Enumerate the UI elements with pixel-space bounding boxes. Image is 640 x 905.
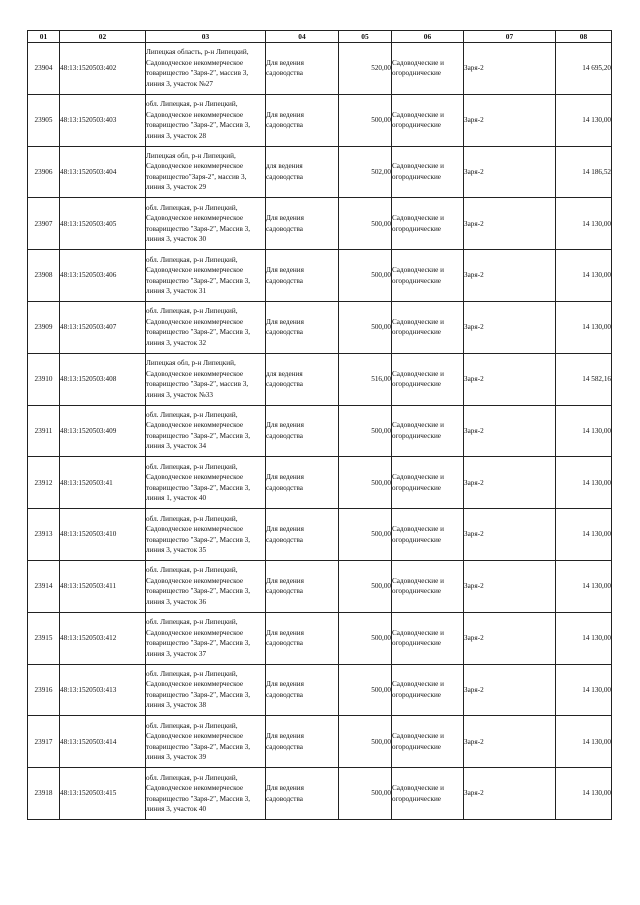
cadastral-number: 48:13:1520503:414 bbox=[60, 737, 117, 746]
address-cell bbox=[146, 612, 266, 664]
column-header: 03 bbox=[146, 31, 266, 43]
cadastral-number-cell bbox=[60, 250, 146, 302]
area: 500,00 bbox=[371, 633, 391, 642]
area-cell bbox=[339, 509, 392, 561]
permitted-use-cell bbox=[266, 405, 339, 457]
row-number-cell bbox=[28, 509, 60, 561]
permitted-use-cell bbox=[266, 353, 339, 405]
permitted-use: Для ведения садоводства bbox=[266, 317, 304, 337]
cadastral-number: 48:13:1520503:411 bbox=[60, 582, 117, 591]
permitted-use-cell bbox=[266, 664, 339, 716]
column-header: 07 bbox=[464, 31, 556, 43]
cadastral-number: 48:13:1520503:407 bbox=[60, 323, 117, 332]
cadastral-value: 14 130,00 bbox=[582, 789, 611, 798]
area-cell bbox=[339, 664, 392, 716]
land-category-cell bbox=[392, 146, 464, 198]
land-category-cell bbox=[392, 94, 464, 146]
land-category: Садоводческие и огороднические bbox=[392, 369, 444, 389]
land-category-cell bbox=[392, 198, 464, 250]
cadastral-number-cell bbox=[60, 353, 146, 405]
land-category-cell bbox=[392, 612, 464, 664]
land-category: Садоводческие и огороднические bbox=[392, 525, 444, 544]
permitted-use: Для ведения садоводства bbox=[266, 628, 304, 648]
header-row bbox=[28, 31, 612, 43]
cadastral-number: 48:13:1520503:402 bbox=[60, 64, 117, 73]
address: обл. Липецкая, р-н Липецкий, Садоводческое некоммерческое товарищество "Заря-2", Массив 3, линия 3, участок 30 bbox=[146, 203, 251, 244]
cadastral-value: 14 130,00 bbox=[582, 582, 611, 591]
table-row bbox=[28, 146, 612, 198]
locality-cell bbox=[464, 716, 556, 768]
locality: Заря-2 bbox=[464, 219, 484, 228]
row-number-cell bbox=[28, 146, 60, 198]
area-cell bbox=[339, 198, 392, 250]
cadastral-value: 14 130,00 bbox=[582, 426, 611, 435]
locality: Заря-2 bbox=[464, 115, 484, 124]
cadastral-value-cell bbox=[556, 716, 612, 768]
permitted-use-cell bbox=[266, 301, 339, 353]
cadastral-number-cell bbox=[60, 94, 146, 146]
address: обл. Липецкая, р-н Липецкий, Садоводческое некоммерческое товарищество "Заря-2", Массив 3, линия 1, участок 40 bbox=[146, 462, 251, 503]
cadastral-value: 14 130,00 bbox=[582, 530, 611, 539]
locality: Заря-2 bbox=[464, 789, 484, 798]
area-cell bbox=[339, 457, 392, 509]
table-row bbox=[28, 457, 612, 509]
area: 500,00 bbox=[371, 115, 391, 124]
permitted-use-cell bbox=[266, 250, 339, 302]
cadastral-number: 48:13:1520503:405 bbox=[60, 219, 117, 228]
permitted-use: Для ведения садоводства bbox=[266, 576, 304, 596]
address: обл. Липецкая, р-н Липецкий, Садоводческое некоммерческое товарищество "Заря-2", Массив 3, линия 3, участок 40 bbox=[146, 773, 251, 814]
row-number-cell bbox=[28, 560, 60, 612]
land-category: Садоводческие и огороднические bbox=[392, 214, 444, 233]
cadastral-value: 14 130,00 bbox=[582, 685, 611, 694]
cadastral-value-cell bbox=[556, 146, 612, 198]
column-header: 02 bbox=[60, 31, 146, 43]
land-category-cell bbox=[392, 43, 464, 95]
row-number-cell bbox=[28, 768, 60, 820]
permitted-use-cell bbox=[266, 509, 339, 561]
cadastral-value-cell bbox=[556, 768, 612, 820]
row-number-cell bbox=[28, 457, 60, 509]
area-cell bbox=[339, 768, 392, 820]
area: 500,00 bbox=[371, 426, 391, 435]
cadastral-number-cell bbox=[60, 301, 146, 353]
area: 500,00 bbox=[371, 582, 391, 591]
locality: Заря-2 bbox=[464, 685, 484, 694]
land-category-cell bbox=[392, 716, 464, 768]
row-number: 23918 bbox=[34, 789, 53, 798]
row-number: 23909 bbox=[34, 323, 53, 332]
cadastral-value-cell bbox=[556, 560, 612, 612]
address-cell bbox=[146, 664, 266, 716]
land-category-cell bbox=[392, 457, 464, 509]
column-header: 06 bbox=[392, 31, 464, 43]
area-cell bbox=[339, 353, 392, 405]
address-cell bbox=[146, 94, 266, 146]
address: Липецкая обл, р-н Липецкий, Садоводческое некоммерческое товарищество"Заря-2", массив 3, линия 3, участок 29 bbox=[146, 151, 247, 192]
land-category: Садоводческие и огороднические bbox=[392, 732, 444, 751]
land-category-cell bbox=[392, 250, 464, 302]
table-row bbox=[28, 716, 612, 768]
address-cell bbox=[146, 457, 266, 509]
locality-cell bbox=[464, 457, 556, 509]
column-header: 05 bbox=[339, 31, 392, 43]
table-row bbox=[28, 198, 612, 250]
address: обл. Липецкая, р-н Липецкий, Садоводческое некоммерческое товарищество "Заря-2", Массив 3, линия 3, участок 38 bbox=[146, 669, 251, 710]
land-category: Садоводческие и огороднические bbox=[392, 784, 444, 803]
cadastral-value: 14 130,00 bbox=[582, 271, 611, 280]
cadastral-value-cell bbox=[556, 612, 612, 664]
table-row bbox=[28, 250, 612, 302]
land-category-cell bbox=[392, 301, 464, 353]
cadastral-value: 14 130,00 bbox=[582, 737, 611, 746]
locality-cell bbox=[464, 146, 556, 198]
address-cell bbox=[146, 509, 266, 561]
permitted-use-cell bbox=[266, 768, 339, 820]
permitted-use-cell bbox=[266, 94, 339, 146]
permitted-use: Для ведения садоводства bbox=[266, 110, 304, 130]
cadastral-number-cell bbox=[60, 560, 146, 612]
area: 516,00 bbox=[371, 374, 391, 383]
locality-cell bbox=[464, 198, 556, 250]
land-category: Садоводческие и огороднические bbox=[392, 680, 444, 699]
row-number-cell bbox=[28, 405, 60, 457]
permitted-use-cell bbox=[266, 146, 339, 198]
area: 500,00 bbox=[371, 737, 391, 746]
row-number-cell bbox=[28, 664, 60, 716]
row-number: 23904 bbox=[34, 64, 53, 73]
cadastral-value-cell bbox=[556, 664, 612, 716]
cadastral-number: 48:13:1520503:41 bbox=[60, 478, 113, 487]
cadastral-number-cell bbox=[60, 405, 146, 457]
address: обл. Липецкая, р-н Липецкий, Садоводческое некоммерческое товарищество "Заря-2", Массив 3, линия 3, участок 34 bbox=[146, 410, 251, 451]
locality: Заря-2 bbox=[464, 478, 484, 487]
row-number: 23906 bbox=[34, 167, 53, 176]
address: обл. Липецкая, р-н Липецкий, Садоводческое некоммерческое товарищество "Заря-2", Массив 3, линия 3, участок 28 bbox=[146, 100, 251, 140]
address: обл. Липецкая, р-н Липецкий, Садоводческое некоммерческое товарищество "Заря-2", Массив 3, линия 3, участок 36 bbox=[146, 566, 251, 606]
cadastral-number: 48:13:1520503:410 bbox=[60, 530, 117, 539]
address-cell bbox=[146, 560, 266, 612]
row-number: 23917 bbox=[34, 737, 53, 746]
cadastral-number: 48:13:1520503:409 bbox=[60, 426, 117, 435]
row-number-cell bbox=[28, 43, 60, 95]
land-category: Садоводческие и огороднические bbox=[392, 628, 444, 648]
area: 500,00 bbox=[371, 685, 391, 694]
cadastral-value: 14 130,00 bbox=[582, 219, 611, 228]
cadastral-value-cell bbox=[556, 405, 612, 457]
locality-cell bbox=[464, 353, 556, 405]
address: обл. Липецкая, р-н Липецкий, Садоводческое некоммерческое товарищество "Заря-2", Массив 3, линия 3, участок 39 bbox=[146, 721, 251, 762]
row-number: 23915 bbox=[34, 633, 53, 642]
address: обл. Липецкая, р-н Липецкий, Садоводческое некоммерческое товарищество "Заря-2", Массив 3, линия 3, участок 35 bbox=[146, 514, 251, 555]
cadastral-value-cell bbox=[556, 509, 612, 561]
row-number-cell bbox=[28, 353, 60, 405]
area-cell bbox=[339, 146, 392, 198]
locality-cell bbox=[464, 301, 556, 353]
land-category: Садоводческие и огороднические bbox=[392, 421, 444, 440]
cadastral-value: 14 130,00 bbox=[582, 478, 611, 487]
address-cell bbox=[146, 301, 266, 353]
permitted-use: Для ведения садоводства bbox=[266, 214, 304, 233]
locality: Заря-2 bbox=[464, 374, 484, 383]
row-number: 23912 bbox=[34, 478, 53, 487]
permitted-use: для ведения садоводства bbox=[266, 369, 303, 389]
cadastral-number-cell bbox=[60, 768, 146, 820]
cadastral-number: 48:13:1520503:403 bbox=[60, 115, 117, 124]
cadastral-number: 48:13:1520503:412 bbox=[60, 633, 117, 642]
permitted-use-cell bbox=[266, 716, 339, 768]
locality-cell bbox=[464, 509, 556, 561]
permitted-use: Для ведения садоводства bbox=[266, 473, 304, 492]
permitted-use-cell bbox=[266, 612, 339, 664]
row-number: 23913 bbox=[34, 530, 53, 539]
locality-cell bbox=[464, 664, 556, 716]
land-category-cell bbox=[392, 768, 464, 820]
address-cell bbox=[146, 768, 266, 820]
land-category: Садоводческие и огороднические bbox=[392, 317, 444, 337]
land-category: Садоводческие и огороднические bbox=[392, 473, 444, 492]
area-cell bbox=[339, 612, 392, 664]
area: 500,00 bbox=[371, 219, 391, 228]
permitted-use: Для ведения садоводства bbox=[266, 732, 304, 751]
row-number: 23907 bbox=[34, 219, 53, 228]
area: 500,00 bbox=[371, 478, 391, 487]
cadastral-number: 48:13:1520503:406 bbox=[60, 271, 117, 280]
cadastral-number: 48:13:1520503:415 bbox=[60, 789, 117, 798]
cadastral-value: 14 695,20 bbox=[582, 64, 611, 73]
cadastral-number: 48:13:1520503:413 bbox=[60, 685, 117, 694]
locality-cell bbox=[464, 43, 556, 95]
cadastral-value: 14 130,00 bbox=[582, 323, 611, 332]
address-cell bbox=[146, 43, 266, 95]
area-cell bbox=[339, 250, 392, 302]
row-number: 23916 bbox=[34, 685, 53, 694]
cadastral-number-cell bbox=[60, 612, 146, 664]
land-registry-table bbox=[27, 30, 612, 820]
row-number: 23908 bbox=[34, 271, 53, 280]
address-cell bbox=[146, 716, 266, 768]
area-cell bbox=[339, 301, 392, 353]
area: 502,00 bbox=[371, 167, 391, 176]
table-row bbox=[28, 301, 612, 353]
permitted-use: Для ведения садоводства bbox=[266, 680, 304, 699]
row-number-cell bbox=[28, 94, 60, 146]
locality: Заря-2 bbox=[464, 271, 484, 280]
locality-cell bbox=[464, 560, 556, 612]
address-cell bbox=[146, 405, 266, 457]
locality: Заря-2 bbox=[464, 633, 484, 642]
land-category: Садоводческие и огороднические bbox=[392, 110, 444, 130]
address: Липецкая область, р-н Липецкий, Садоводческое некоммерческое товарищество "Заря-2", массив 3, линия 3, участок №27 bbox=[146, 48, 249, 88]
locality: Заря-2 bbox=[464, 323, 484, 332]
permitted-use-cell bbox=[266, 43, 339, 95]
row-number-cell bbox=[28, 198, 60, 250]
area: 520,00 bbox=[371, 64, 391, 73]
permitted-use: Для ведения садоводства bbox=[266, 58, 304, 78]
area: 500,00 bbox=[371, 530, 391, 539]
cadastral-value-cell bbox=[556, 457, 612, 509]
row-number: 23910 bbox=[34, 374, 53, 383]
area-cell bbox=[339, 405, 392, 457]
locality-cell bbox=[464, 250, 556, 302]
area: 500,00 bbox=[371, 323, 391, 332]
row-number: 23914 bbox=[34, 582, 53, 591]
land-category-cell bbox=[392, 560, 464, 612]
locality: Заря-2 bbox=[464, 167, 484, 176]
cadastral-value: 14 186,52 bbox=[582, 167, 611, 176]
address-cell bbox=[146, 250, 266, 302]
land-category: Садоводческие и огороднические bbox=[392, 576, 444, 596]
table-row bbox=[28, 43, 612, 95]
cadastral-number-cell bbox=[60, 198, 146, 250]
row-number: 23905 bbox=[34, 115, 53, 124]
land-category-cell bbox=[392, 353, 464, 405]
permitted-use: Для ведения садоводства bbox=[266, 421, 304, 440]
address: обл. Липецкая, р-н Липецкий, Садоводческое некоммерческое товарищество "Заря-2", Массив 3, линия 3, участок 37 bbox=[146, 618, 251, 658]
cadastral-value-cell bbox=[556, 301, 612, 353]
area: 500,00 bbox=[371, 271, 391, 280]
column-header: 01 bbox=[28, 31, 60, 43]
cadastral-number-cell bbox=[60, 509, 146, 561]
land-category-cell bbox=[392, 664, 464, 716]
cadastral-number: 48:13:1520503:408 bbox=[60, 374, 117, 383]
address: обл. Липецкая, р-н Липецкий, Садоводческое некоммерческое товарищество "Заря-2", Массив 3, линия 3, участок 31 bbox=[146, 255, 251, 296]
table-row bbox=[28, 664, 612, 716]
permitted-use-cell bbox=[266, 457, 339, 509]
row-number-cell bbox=[28, 716, 60, 768]
area: 500,00 bbox=[371, 789, 391, 798]
locality-cell bbox=[464, 94, 556, 146]
land-category-cell bbox=[392, 405, 464, 457]
address: обл. Липецкая, р-н Липецкий, Садоводческое некоммерческое товарищество "Заря-2", Массив 3, линия 3, участок 32 bbox=[146, 307, 251, 347]
cadastral-value-cell bbox=[556, 353, 612, 405]
cadastral-number-cell bbox=[60, 664, 146, 716]
permitted-use-cell bbox=[266, 560, 339, 612]
cadastral-value: 14 130,00 bbox=[582, 115, 611, 124]
permitted-use: Для ведения садоводства bbox=[266, 266, 304, 285]
permitted-use-cell bbox=[266, 198, 339, 250]
table-row bbox=[28, 509, 612, 561]
locality-cell bbox=[464, 612, 556, 664]
permitted-use: для ведения садоводства bbox=[266, 162, 303, 181]
table-row bbox=[28, 405, 612, 457]
address-cell bbox=[146, 146, 266, 198]
permitted-use: Для ведения садоводства bbox=[266, 784, 304, 803]
column-header: 04 bbox=[266, 31, 339, 43]
row-number: 23911 bbox=[34, 426, 53, 435]
area-cell bbox=[339, 43, 392, 95]
area-cell bbox=[339, 560, 392, 612]
column-header: 08 bbox=[556, 31, 612, 43]
cadastral-value-cell bbox=[556, 250, 612, 302]
locality: Заря-2 bbox=[464, 426, 484, 435]
table-row bbox=[28, 768, 612, 820]
locality: Заря-2 bbox=[464, 530, 484, 539]
cadastral-value-cell bbox=[556, 43, 612, 95]
address-cell bbox=[146, 353, 266, 405]
land-category: Садоводческие и огороднические bbox=[392, 266, 444, 285]
cadastral-number-cell bbox=[60, 716, 146, 768]
table-row bbox=[28, 560, 612, 612]
cadastral-value: 14 130,00 bbox=[582, 633, 611, 642]
row-number-cell bbox=[28, 250, 60, 302]
cadastral-number-cell bbox=[60, 146, 146, 198]
table-row bbox=[28, 94, 612, 146]
address-cell bbox=[146, 198, 266, 250]
land-category: Садоводческие и огороднические bbox=[392, 58, 444, 78]
cadastral-value-cell bbox=[556, 94, 612, 146]
locality: Заря-2 bbox=[464, 64, 484, 73]
table-row bbox=[28, 612, 612, 664]
land-category: Садоводческие и огороднические bbox=[392, 162, 444, 181]
address: Липецкая обл, р-н Липецкий, Садоводческое некоммерческое товарищество "Заря-2", массив 3, линия 3, участок №33 bbox=[146, 359, 249, 399]
locality-cell bbox=[464, 405, 556, 457]
cadastral-value: 14 582,16 bbox=[582, 374, 611, 383]
locality-cell bbox=[464, 768, 556, 820]
area-cell bbox=[339, 94, 392, 146]
cadastral-number-cell bbox=[60, 457, 146, 509]
cadastral-number-cell bbox=[60, 43, 146, 95]
table-row bbox=[28, 353, 612, 405]
locality: Заря-2 bbox=[464, 582, 484, 591]
permitted-use: Для ведения садоводства bbox=[266, 525, 304, 544]
area-cell bbox=[339, 716, 392, 768]
row-number-cell bbox=[28, 612, 60, 664]
land-category-cell bbox=[392, 509, 464, 561]
locality: Заря-2 bbox=[464, 737, 484, 746]
row-number-cell bbox=[28, 301, 60, 353]
cadastral-number: 48:13:1520503:404 bbox=[60, 167, 117, 176]
cadastral-value-cell bbox=[556, 198, 612, 250]
